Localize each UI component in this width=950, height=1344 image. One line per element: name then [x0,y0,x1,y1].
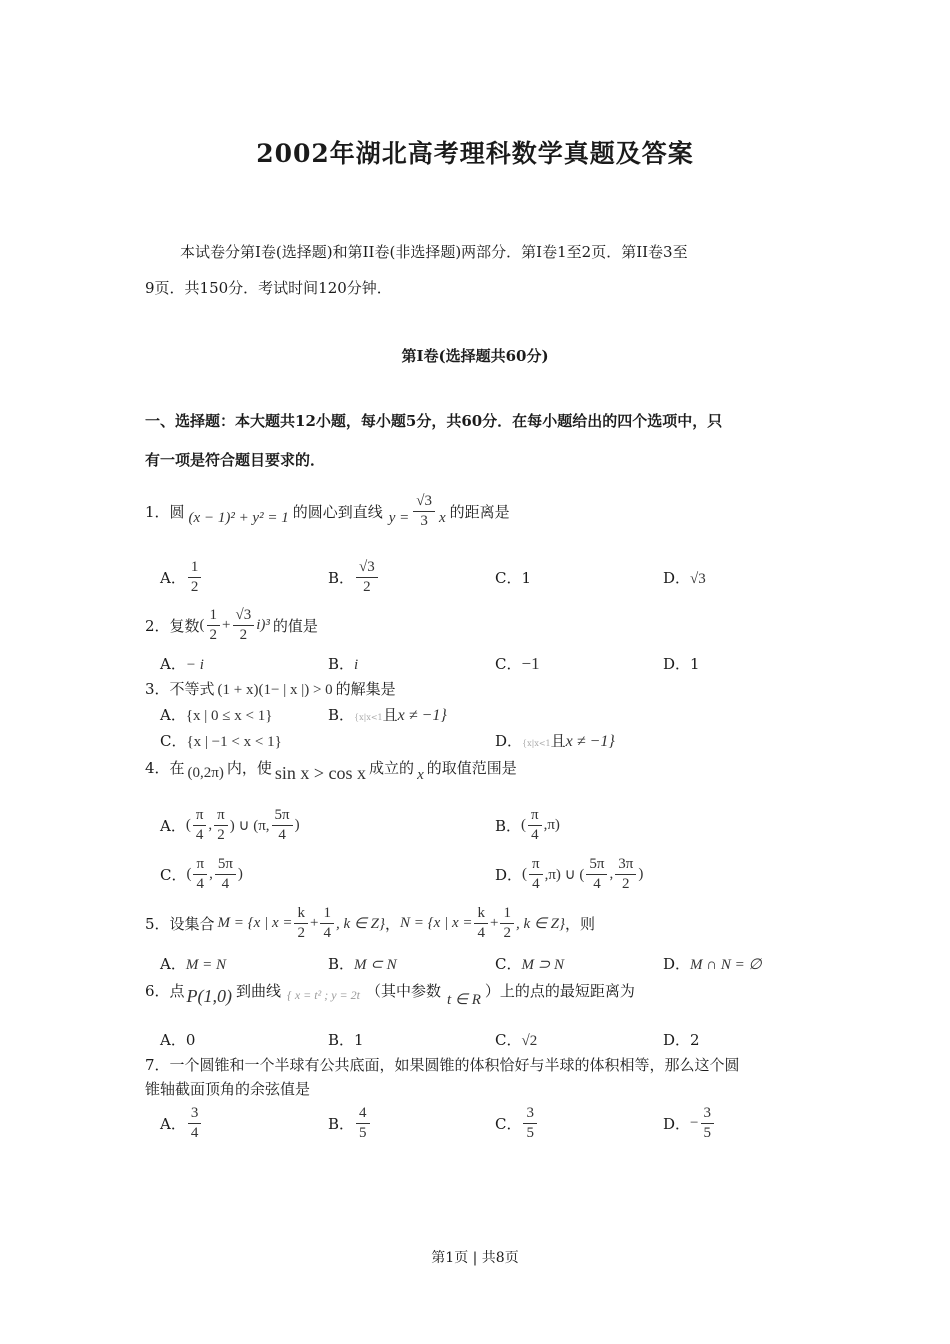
q7-option-c: C． $\frac{3}{5}$ [495,1104,539,1143]
q6-option-d: D．2 [663,1031,700,1049]
q3-option-a: A．{x | 0 ≤ x < 1} [160,706,273,724]
q1-option-a-fraction: $\frac{1}{2}$ [188,558,202,597]
question-7-line-1: 7．一个圆锥和一个半球有公共底面，如果圆锥的体积恰好与半球的体积相等，那么这个圆 [145,1056,740,1074]
q2-option-d: D．1 [663,655,700,673]
q7-option-b: B． $\frac{4}{5}$ [328,1104,372,1143]
question-3: 3．不等式 (1 + x)(1− | x |) > 0 的解集是 [145,680,396,698]
q7-option-a: A． $\frac{3}{4}$ [160,1104,203,1143]
q1-option-c: C．1 [495,569,532,587]
q6-option-c: C．√2 [495,1031,538,1049]
q2-option-b: B．i [328,655,359,673]
q2-fraction-1: $\frac{1}{2}$ [207,606,221,645]
q5-option-c: C．M ⊃ N [495,955,565,973]
q5-option-a: A．M = N [160,955,226,973]
intro-line-2: 9页．共150分．考试时间120分钟． [145,279,392,297]
q1-text-end: 的距离是 [449,502,510,521]
q4-option-b: B． ( $\frac{\pi}{4}$ ,π) [495,807,560,843]
question-1 [145,492,510,531]
question-2: 2．复数 ( $\frac{1}{2}$ + $\frac{√3}{2}$ i)³ 的值是 [145,607,318,643]
q5-option-b: B．M ⊂ N [328,955,397,973]
q4-option-c: C． ( $\frac{\pi}{4}$ , $\frac{5\pi}{4}$ ) [160,856,243,892]
q4-option-d: D． ( $\frac{\pi}{4}$ ,π) ∪ ( $\frac{5\pi}{4}$ , $\frac{3\pi}{2}$ ) [495,856,644,892]
q3-option-d: D．{x|x<1且x ≠ −1} [495,732,615,750]
q5-option-d: D．M ∩ N = ∅ [663,955,762,973]
q3-option-b: B．{x|x<1且x ≠ −1} [328,706,447,724]
q1-option-a: A． $\frac{1}{2}$ [160,558,203,597]
q1-line-var: x [439,509,446,526]
q1-line-lhs: y = [388,509,410,526]
q1-number: 1．圆 [145,502,185,521]
q2-option-a: A．− i [160,655,204,673]
q6-option-b: B．1 [328,1031,364,1049]
q1-line-fraction: $\frac{√3}{3}$ [413,492,435,531]
part1-heading: 第I卷(选择题共60分) [401,347,549,365]
q1-text-mid: 的圆心到直线 [292,502,383,521]
q3-option-c: C．{x | −1 < x < 1} [160,732,282,750]
question-4: 4．在 (0,2π) 内，使 sin x > cos x 成立的 x 的取值范围是 [145,759,517,783]
question-7-line-2: 锥轴截面顶角的余弦值是 [145,1080,311,1098]
page-footer: 第1页 | 共8页 [431,1250,519,1266]
q2-option-c: C．−1 [495,654,540,673]
q6-option-a: A．0 [160,1031,196,1049]
q1-option-b-fraction: $\frac{√3}{2}$ [356,558,378,597]
q7-option-d: D． − $\frac{3}{5}$ [663,1104,716,1143]
q4-option-a: A． ( $\frac{\pi}{4}$ , $\frac{\pi}{2}$ ) ∪ (π, $\frac{5\pi}{4}$ ) [160,807,300,843]
page-title: 2002年湖北高考理科数学真题及答案 [256,139,694,168]
q1-option-d: D．√3 [663,569,706,587]
section-instructions-line-1: 一、选择题：本大题共12小题，每小题5分，共60分．在每小题给出的四个选项中，只 [145,412,723,430]
q1-option-b: B． $\frac{√3}{2}$ [328,558,380,597]
question-5: 5．设集合 M = {x | x = $\frac{k}{2}$ + $\frac{1}{4}$ , k ∈ Z} ， N = {x | x = $\frac{k}{4}$ + $\frac{1}{2}$ , k ∈ Z} ，则 [145,905,596,941]
q1-circle-equation: (x − 1)² + y² = 1 [188,509,289,526]
section-instructions-line-2: 有一项是符合题目要求的． [145,451,326,469]
question-6: 6．点 P(1,0) 到曲线 { x = t² ; y = 2t （其中参数 t ∈ R ）上的点的最短距离为 [145,982,635,1008]
q2-fraction-2: $\frac{√3}{2}$ [233,606,255,645]
intro-line-1: 本试卷分第I卷(选择题)和第II卷(非选择题)两部分．第I卷1至2页．第II卷3至 [180,243,688,261]
